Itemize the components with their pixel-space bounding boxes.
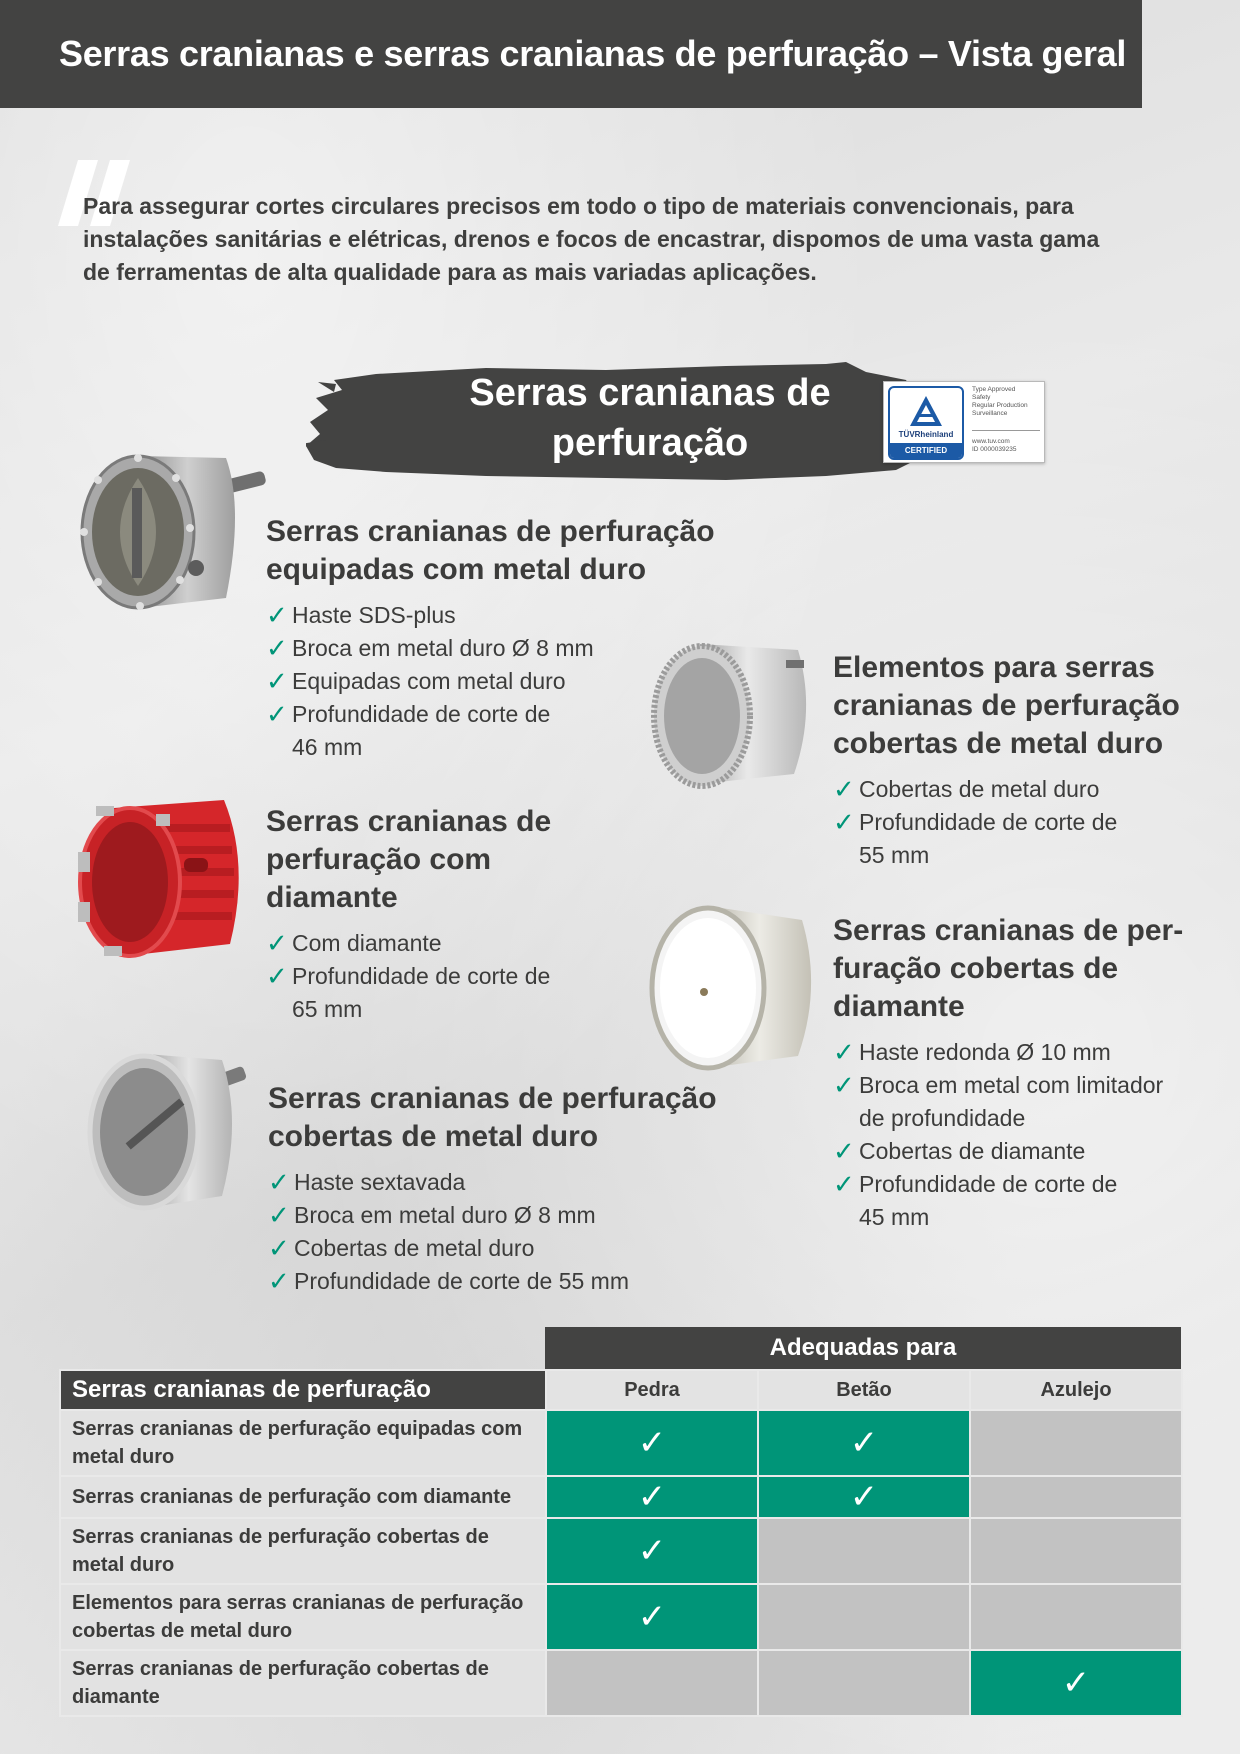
- page-title: Serras cranianas e serras cranianas de perfuração – Vista geral: [59, 33, 1127, 74]
- suitable-cell: [546, 1518, 758, 1584]
- check-icon: ✓: [637, 1478, 667, 1516]
- product-carbide-elements: [833, 649, 1213, 872]
- feature-item: ✓ Haste sextavada: [268, 1167, 466, 1197]
- unsuitable-cell: [970, 1584, 1182, 1650]
- section-title: Serras cranianas de perfuração: [469, 372, 831, 464]
- feature-item: ✓ Broca em metal duro Ø 8 mm: [268, 1200, 596, 1230]
- feature-item: ✓ Broca em metal duro Ø 8 mm: [266, 633, 594, 663]
- check-icon: ✓: [833, 1070, 855, 1100]
- suitable-cell: [970, 1650, 1182, 1716]
- tuv-divider: [972, 430, 1040, 431]
- diamond-coated-core-bit-image: [646, 898, 822, 1074]
- check-icon: ✓: [637, 1532, 667, 1570]
- table-row: [60, 1518, 1182, 1584]
- suitable-cell: [546, 1584, 758, 1650]
- feature-item-continued: 55 mm: [859, 842, 930, 868]
- check-icon: ✓: [268, 1266, 290, 1296]
- check-icon: ✓: [637, 1424, 667, 1462]
- unsuitable-cell: [970, 1476, 1182, 1518]
- check-icon: ✓: [637, 1598, 667, 1636]
- feature-item: ✓ Profundidade de corte de: [266, 699, 551, 729]
- feature-item: ✓ Haste redonda Ø 10 mm: [833, 1037, 1111, 1067]
- feature-item: ✓ Profundidade de corte de: [833, 1169, 1118, 1199]
- suitable-cell: [758, 1476, 970, 1518]
- suitability-grid: [59, 1369, 1183, 1717]
- check-icon: ✓: [268, 1167, 290, 1197]
- carbide-coated-core-bit-image: [86, 1050, 252, 1214]
- check-icon: ✓: [268, 1200, 290, 1230]
- check-icon: ✓: [833, 1169, 855, 1199]
- product-title: Serras cranianas de per- furação cobertas de diamante: [833, 914, 1184, 1023]
- feature-item: ✓ Profundidade de corte de: [266, 961, 551, 991]
- tuv-certificate: [883, 381, 1045, 463]
- feature-item-continued: 46 mm: [292, 734, 363, 760]
- table-row: [60, 1410, 1182, 1476]
- check-icon: ✓: [266, 928, 288, 958]
- table-row: [60, 1650, 1182, 1716]
- unsuitable-cell: [758, 1584, 970, 1650]
- tuv-triangle-icon: [908, 394, 944, 428]
- row-label: Serras cranianas de perfuração cobertas de metal duro: [60, 1518, 546, 1584]
- carbide-core-bit-image: [76, 448, 272, 622]
- unsuitable-cell: [758, 1518, 970, 1584]
- feature-item: ✓ Cobertas de metal duro: [833, 774, 1100, 804]
- suitable-cell: [546, 1410, 758, 1476]
- unsuitable-cell: [970, 1518, 1182, 1584]
- suitable-cell: [546, 1476, 758, 1518]
- feature-item: ✓ Cobertas de metal duro: [268, 1233, 535, 1263]
- feature-item-continued: 45 mm: [859, 1204, 930, 1230]
- product-title: Elementos para serras cranianas de perfuração cobertas de metal duro: [833, 651, 1180, 760]
- feature-item: ✓ Cobertas de diamante: [833, 1136, 1086, 1166]
- unsuitable-cell: [758, 1650, 970, 1716]
- feature-item: ✓ Broca em metal com limitador: [833, 1070, 1164, 1100]
- tuv-logo: TÜVRheinland CERTIFIED: [888, 386, 964, 460]
- check-icon: ✓: [849, 1478, 879, 1516]
- header-bar: [0, 0, 1142, 108]
- check-icon: ✓: [833, 807, 855, 837]
- feature-item: ✓ Haste SDS-plus: [266, 600, 456, 630]
- check-icon: ✓: [266, 699, 288, 729]
- diamond-core-bit-image: [74, 794, 254, 964]
- suitable-for-header: Adequadas para: [545, 1327, 1181, 1369]
- table-row: [60, 1476, 1182, 1518]
- row-label: Elementos para serras cranianas de perfuração cobertas de metal duro: [60, 1584, 546, 1650]
- column-header-tile: Azulejo: [970, 1370, 1182, 1410]
- product-title: Serras cranianas de perfuração cobertas de metal duro: [268, 1082, 717, 1153]
- table-row: [60, 1584, 1182, 1650]
- product-title: Serras cranianas de perfuração equipadas com metal duro: [266, 515, 715, 586]
- check-icon: ✓: [266, 633, 288, 663]
- row-header: Serras cranianas de perfuração: [60, 1370, 546, 1410]
- product-diamond-coated: [833, 912, 1213, 1234]
- check-icon: ✓: [833, 1136, 855, 1166]
- check-icon: ✓: [833, 774, 855, 804]
- feature-item: ✓ Com diamante: [266, 928, 442, 958]
- product-diamond: [266, 803, 626, 1026]
- feature-item: ✓ Profundidade de corte de: [833, 807, 1118, 837]
- intro-text: Para assegurar cortes circulares precisos em todo o tipo de materiais convencionais, para instalações sanitárias e elétricas, drenos e focos de encastrar, dispomos de uma vasta gama de ferramentas de alta qualidade para as mais variadas aplicações.: [83, 193, 1100, 285]
- check-icon: ✓: [849, 1424, 879, 1462]
- suitable-cell: [758, 1410, 970, 1476]
- unsuitable-cell: [970, 1410, 1182, 1476]
- check-icon: ✓: [833, 1037, 855, 1067]
- feature-item-continued: 65 mm: [292, 996, 363, 1022]
- unsuitable-cell: [546, 1650, 758, 1716]
- tuv-id: www.tuv.com ID 0000039235: [972, 438, 1017, 453]
- column-header-stone: Pedra: [546, 1370, 758, 1410]
- check-icon: ✓: [266, 600, 288, 630]
- product-title: Serras cranianas de perfuração com diamante: [266, 805, 552, 914]
- row-label: Serras cranianas de perfuração cobertas de diamante: [60, 1650, 546, 1716]
- row-label: Serras cranianas de perfuração equipadas com metal duro: [60, 1410, 546, 1476]
- product-carbide-equipped: [266, 513, 726, 764]
- tuv-details: Type Approved Safety Regular Production Surveillance: [972, 386, 1028, 417]
- feature-item: ✓ Profundidade de corte de 55 mm: [268, 1266, 629, 1296]
- check-icon: ✓: [268, 1233, 290, 1263]
- feature-item: ✓ Equipadas com metal duro: [266, 666, 566, 696]
- check-icon: ✓: [266, 961, 288, 991]
- column-header-concrete: Betão: [758, 1370, 970, 1410]
- check-icon: ✓: [1061, 1664, 1091, 1702]
- check-icon: ✓: [266, 666, 288, 696]
- row-label: Serras cranianas de perfuração com diamante: [60, 1476, 546, 1518]
- product-carbide-coated: [268, 1080, 728, 1298]
- feature-item-continued: de profundidade: [859, 1105, 1026, 1131]
